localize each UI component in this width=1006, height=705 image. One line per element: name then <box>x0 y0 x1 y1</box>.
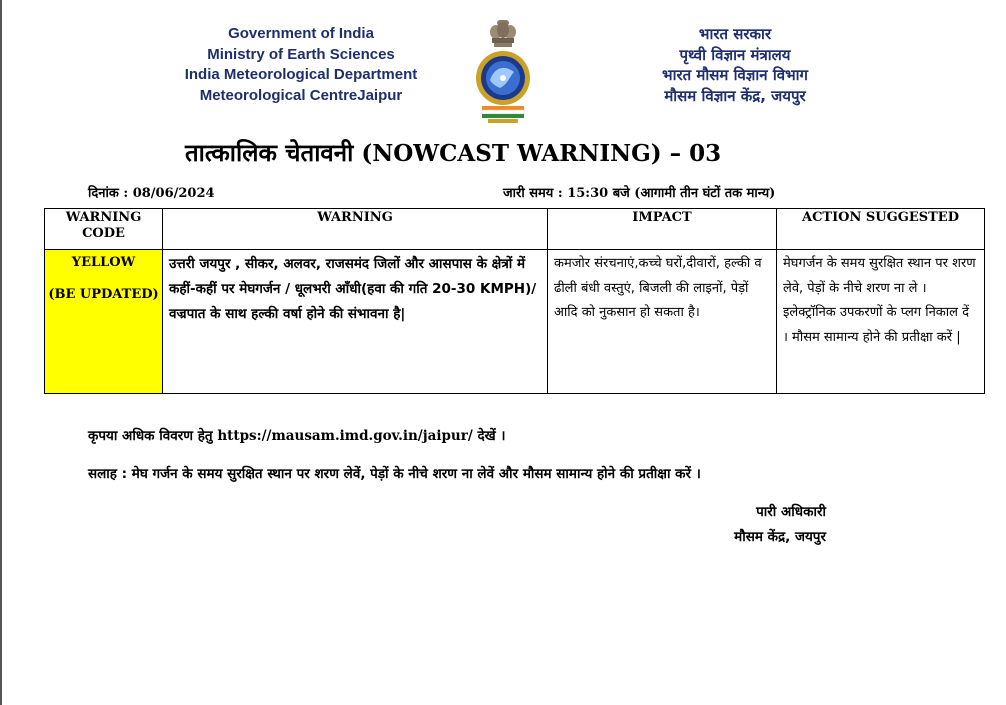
more-info-link[interactable]: https://mausam.imd.gov.in/jaipur/ <box>217 428 473 444</box>
warning-code-status: (BE UPDATED) <box>48 287 159 302</box>
warning-text: उत्तरी जयपुर , सीकर, अलवर, राजसमंद जिलों और आसपास के क्षेत्रों में कहीं-कहीं पर मेघगर्जन / धूलभरी आँधी(हवा की गति 20-30 KMPH)/वज्रपात के साथ हल्की वर्षा होने की संभावना है| <box>163 250 548 394</box>
validity-note: (आगामी तीन घंटों तक मान्य) <box>634 186 776 201</box>
header-hi-line-3: भारत मौसम विज्ञान विभाग <box>662 66 808 84</box>
imd-emblem-icon <box>468 18 538 124</box>
warning-code: YELLOW <box>71 255 136 270</box>
warning-table <box>44 208 985 394</box>
issue-date <box>88 183 215 201</box>
header-hi-line-1: भारत सरकार <box>698 25 772 43</box>
header-code-line-1: WARNING <box>65 210 142 225</box>
page-title <box>185 136 721 169</box>
more-info-suffix: देखें । <box>477 428 506 444</box>
header-en-line-2: Ministry of Earth Sciences <box>207 45 395 63</box>
table-row <box>45 250 985 394</box>
table-header-row <box>45 209 985 250</box>
signature-line-2: मौसम केंद्र, जयपुर <box>734 529 826 545</box>
signature-line-1: पारी अधिकारी <box>756 504 826 520</box>
advice-text: सलाह : मेघ गर्जन के समय सुरक्षित स्थान पर शरण लेवें, पेड़ों के नीचे शरण ना लेवें और मौसम सामान्य होने की प्रतीक्षा करें । <box>88 466 701 482</box>
title-english: (NOWCAST WARNING) – 03 <box>361 140 722 167</box>
header-warning-code <box>45 209 163 250</box>
header-en-line-3: India Meteorological Department <box>184 66 418 83</box>
more-info-line <box>88 426 506 444</box>
header-hindi <box>610 24 860 106</box>
warning-code-cell <box>45 250 163 394</box>
issue-time-label: जारी समय : <box>503 186 563 201</box>
date-value: 08/06/2024 <box>132 186 215 201</box>
header-warning: WARNING <box>163 209 548 250</box>
page-left-border <box>0 0 2 705</box>
header-hi-line-2: पृथ्वी विज्ञान मंत्रालय <box>679 45 791 64</box>
action-text: मेघगर्जन के समय सुरक्षित स्थान पर शरण लेवे, पेड़ों के नीचे शरण ना ले । इलेक्ट्रॉनिक उपकरणों के प्लग निकाल दें । मौसम सामान्य होने की प्रतीक्षा करें | <box>777 250 985 394</box>
title-hindi: तात्कालिक चेतावनी <box>185 139 354 167</box>
issue-time-value: 15:30 बजे <box>567 186 630 201</box>
header-code-line-2: CODE <box>82 226 125 241</box>
header-en-line-4: Meteorological CentreJaipur <box>199 86 403 104</box>
header-impact: IMPACT <box>548 209 777 250</box>
date-label: दिनांक : <box>88 186 129 201</box>
header-english <box>168 24 434 106</box>
impact-text: कमजोर संरचनाएं,कच्चे घरों,दीवारों, हल्की व ढीली बंधी वस्तुएं, बिजली की लाइनों, पेड़ों आदि को नुकसान हो सकता है। <box>548 250 777 394</box>
signature-block <box>734 500 826 550</box>
more-info-prefix: कृपया अधिक विवरण हेतु <box>88 428 213 444</box>
header-en-line-1: Government of India <box>228 25 374 42</box>
header-action-suggested: ACTION SUGGESTED <box>777 209 985 250</box>
header-hi-line-4: मौसम विज्ञान केंद्र, जयपुर <box>664 86 806 105</box>
issue-time <box>503 183 775 201</box>
